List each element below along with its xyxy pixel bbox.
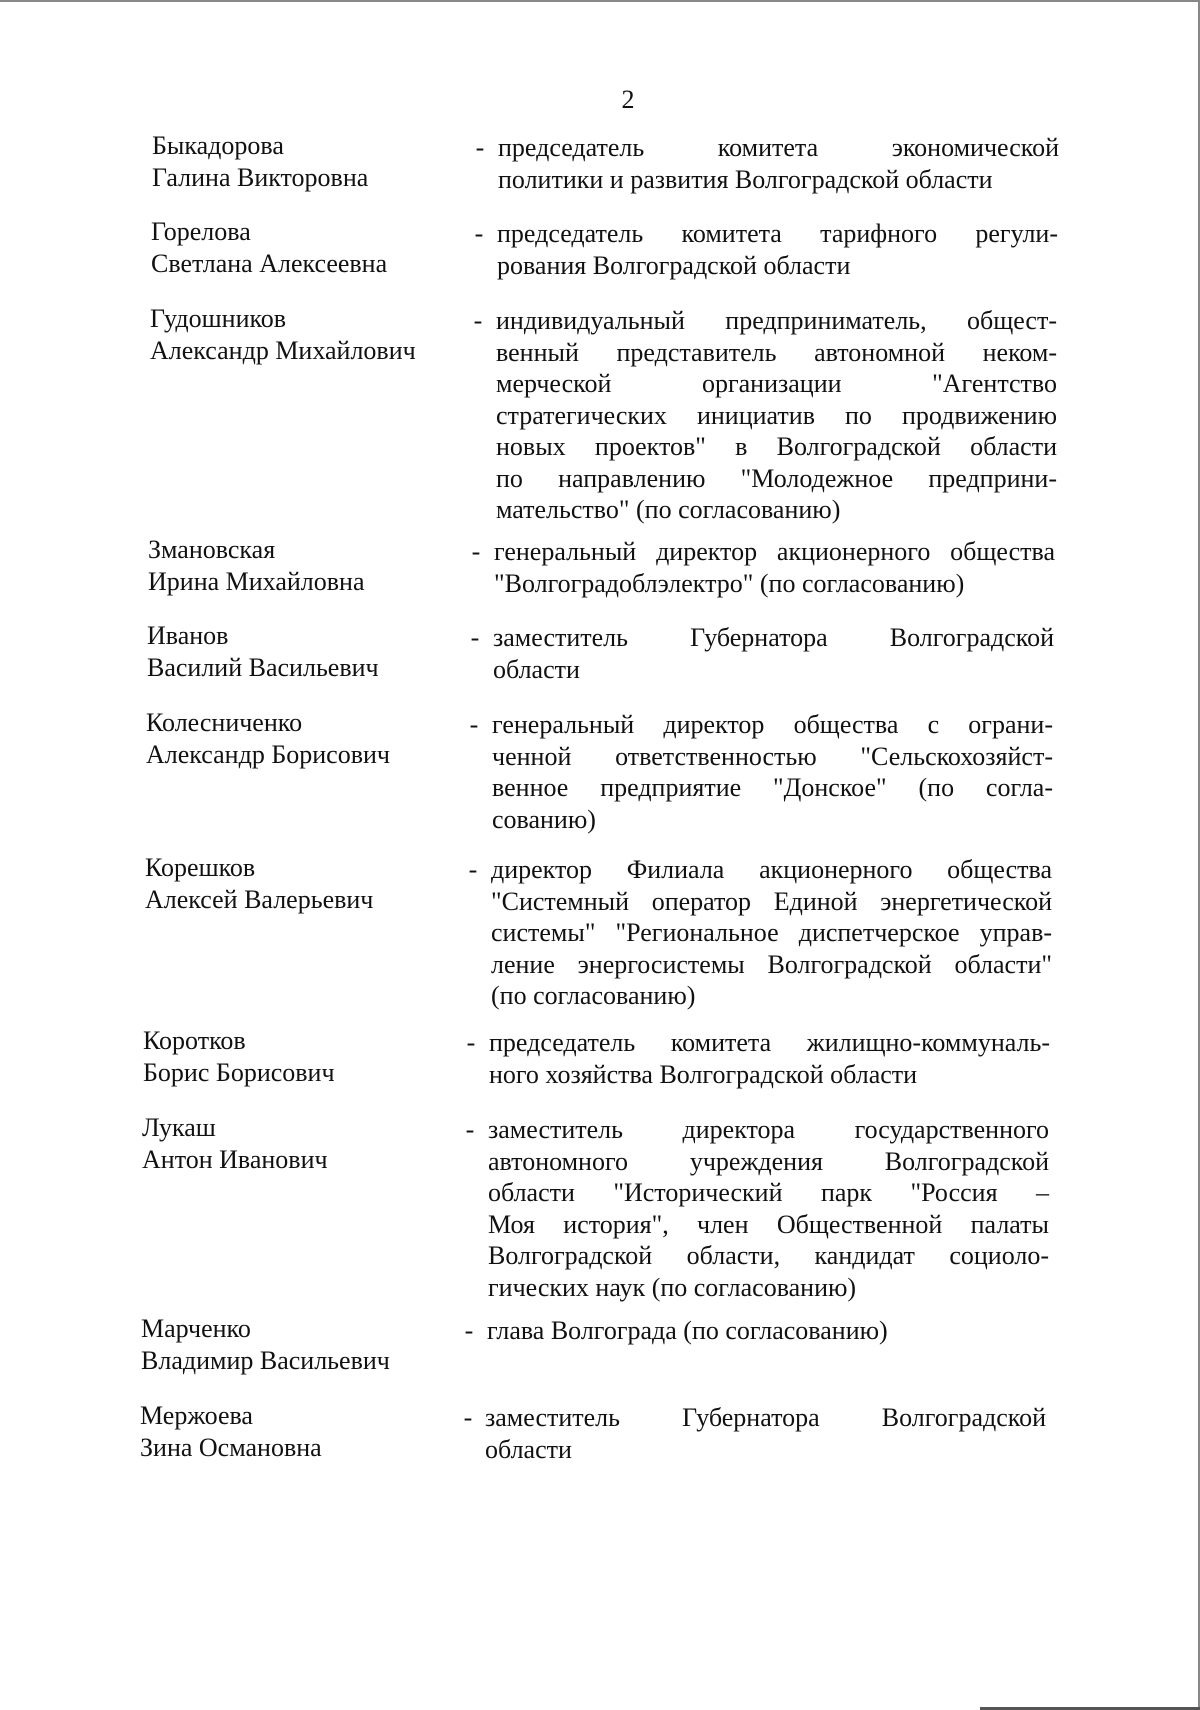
role-line: "Волгоградоблэлектро" (по согласованию) bbox=[494, 568, 965, 598]
member-name bbox=[146, 707, 486, 770]
member-given-names: Александр Борисович bbox=[146, 739, 390, 769]
entry-dash: - bbox=[464, 1316, 474, 1345]
member-given-names: Ирина Михайловна bbox=[148, 566, 365, 596]
role-line: политики и развития Волгоградской области bbox=[498, 164, 993, 194]
member-name bbox=[140, 1400, 480, 1463]
member-name bbox=[142, 1112, 482, 1175]
member-name bbox=[143, 1025, 483, 1088]
member-name bbox=[151, 216, 491, 279]
entry-dash: - bbox=[463, 1403, 473, 1432]
role-line: индивидуальный предприниматель, общест- bbox=[496, 306, 1057, 335]
role-line: системы" "Региональное диспетчерское управ- bbox=[491, 918, 1052, 947]
member-surname: Колесниченко bbox=[146, 708, 303, 737]
role-line: директор Филиала акционерного общества bbox=[491, 855, 1052, 884]
role-line: рования Волгоградской области bbox=[497, 250, 851, 280]
member-role bbox=[498, 132, 1059, 195]
entry-dash: - bbox=[471, 537, 481, 566]
member-role bbox=[494, 536, 1055, 599]
role-line: новых проектов" в Волгоградской области bbox=[496, 432, 1057, 461]
role-line: Моя история", член Общественной палаты bbox=[488, 1209, 1049, 1239]
role-line: генеральный директор общества с ограни- bbox=[492, 710, 1053, 739]
role-line: области bbox=[493, 654, 580, 684]
entry-dash: - bbox=[465, 1115, 475, 1144]
member-surname: Горелова bbox=[151, 217, 251, 246]
role-line: заместитель Губернатора Волгоградской bbox=[485, 1403, 1046, 1432]
member-role bbox=[488, 1114, 1049, 1303]
role-line: ченной ответственностью "Сельскохозяйст- bbox=[492, 741, 1053, 771]
member-name bbox=[148, 534, 488, 597]
member-surname: Мержоева bbox=[140, 1401, 253, 1430]
member-role bbox=[493, 622, 1054, 685]
role-line: области bbox=[485, 1434, 572, 1464]
role-line: председатель комитета экономической bbox=[498, 133, 1059, 162]
member-surname: Лукаш bbox=[142, 1113, 216, 1142]
member-given-names: Галина Викторовна bbox=[152, 162, 369, 192]
entry-dash: - bbox=[474, 219, 484, 248]
role-line: ного хозяйства Волгоградской области bbox=[489, 1059, 918, 1089]
member-given-names: Зина Османовна bbox=[140, 1432, 322, 1462]
role-line: "Системный оператор Единой энергетической bbox=[491, 886, 1052, 916]
member-surname: Корешков bbox=[145, 853, 256, 882]
role-line: стратегических инициатив по продвижению bbox=[496, 400, 1057, 430]
member-given-names: Алексей Валерьевич bbox=[145, 884, 374, 914]
member-surname: Гудошников bbox=[150, 304, 287, 333]
role-line: венный представитель автономной неком- bbox=[496, 337, 1057, 367]
role-line: мательство" (по согласованию) bbox=[496, 495, 841, 524]
member-role bbox=[491, 854, 1052, 1012]
role-line: заместитель Губернатора Волгоградской bbox=[493, 623, 1054, 652]
entry-dash: - bbox=[469, 710, 479, 739]
member-surname: Коротков bbox=[143, 1026, 246, 1055]
member-given-names: Василий Васильевич bbox=[147, 652, 379, 682]
member-name bbox=[147, 620, 487, 683]
page-number: 2 bbox=[621, 85, 635, 114]
member-given-names: Владимир Васильевич bbox=[141, 1345, 390, 1375]
role-line: по направлению "Молодежное предприни- bbox=[496, 463, 1057, 493]
entry-dash: - bbox=[468, 855, 478, 884]
member-given-names: Светлана Алексеевна bbox=[151, 248, 388, 278]
role-line: председатель комитета жилищно-коммуналь- bbox=[489, 1028, 1050, 1057]
member-surname: Змановская bbox=[148, 535, 276, 564]
member-role bbox=[489, 1027, 1050, 1090]
member-given-names: Борис Борисович bbox=[143, 1057, 335, 1087]
member-given-names: Александр Михайлович bbox=[150, 335, 416, 365]
role-line: заместитель директора государственного bbox=[488, 1115, 1049, 1144]
role-line: области "Исторический парк "Россия – bbox=[488, 1178, 1049, 1207]
member-role bbox=[492, 709, 1053, 835]
member-role bbox=[487, 1315, 1048, 1347]
member-name bbox=[141, 1313, 481, 1376]
role-line: венное предприятие "Донское" (по согла- bbox=[492, 773, 1053, 802]
role-line: сованию) bbox=[492, 804, 596, 834]
member-surname: Иванов bbox=[147, 621, 229, 650]
role-line: Волгоградской области, кандидат социоло- bbox=[488, 1241, 1049, 1270]
member-given-names: Антон Иванович bbox=[142, 1144, 328, 1174]
member-name bbox=[152, 130, 492, 193]
member-name bbox=[145, 852, 485, 915]
role-line: автономного учреждения Волгоградской bbox=[488, 1146, 1049, 1176]
role-line: гических наук (по согласованию) bbox=[488, 1272, 857, 1302]
member-surname: Марченко bbox=[141, 1314, 251, 1343]
member-role bbox=[485, 1402, 1046, 1465]
member-role bbox=[497, 218, 1058, 281]
entry-dash: - bbox=[473, 306, 483, 335]
scan-edge-top bbox=[0, 0, 1200, 2]
entry-dash: - bbox=[475, 133, 485, 162]
member-name bbox=[150, 303, 490, 366]
role-line: ление энергосистемы Волгоградской области" bbox=[491, 949, 1052, 979]
role-line: генеральный директор акционерного общества bbox=[494, 537, 1055, 566]
role-line: (по согласованию) bbox=[491, 981, 696, 1010]
member-surname: Быкадорова bbox=[152, 131, 284, 160]
member-role bbox=[496, 305, 1057, 526]
role-line: мерческой организации "Агентство bbox=[496, 369, 1057, 398]
entry-dash: - bbox=[466, 1028, 476, 1057]
role-line: глава Волгограда (по согласованию) bbox=[487, 1316, 888, 1345]
role-line: председатель комитета тарифного регули- bbox=[497, 219, 1058, 248]
entry-dash: - bbox=[470, 623, 480, 652]
